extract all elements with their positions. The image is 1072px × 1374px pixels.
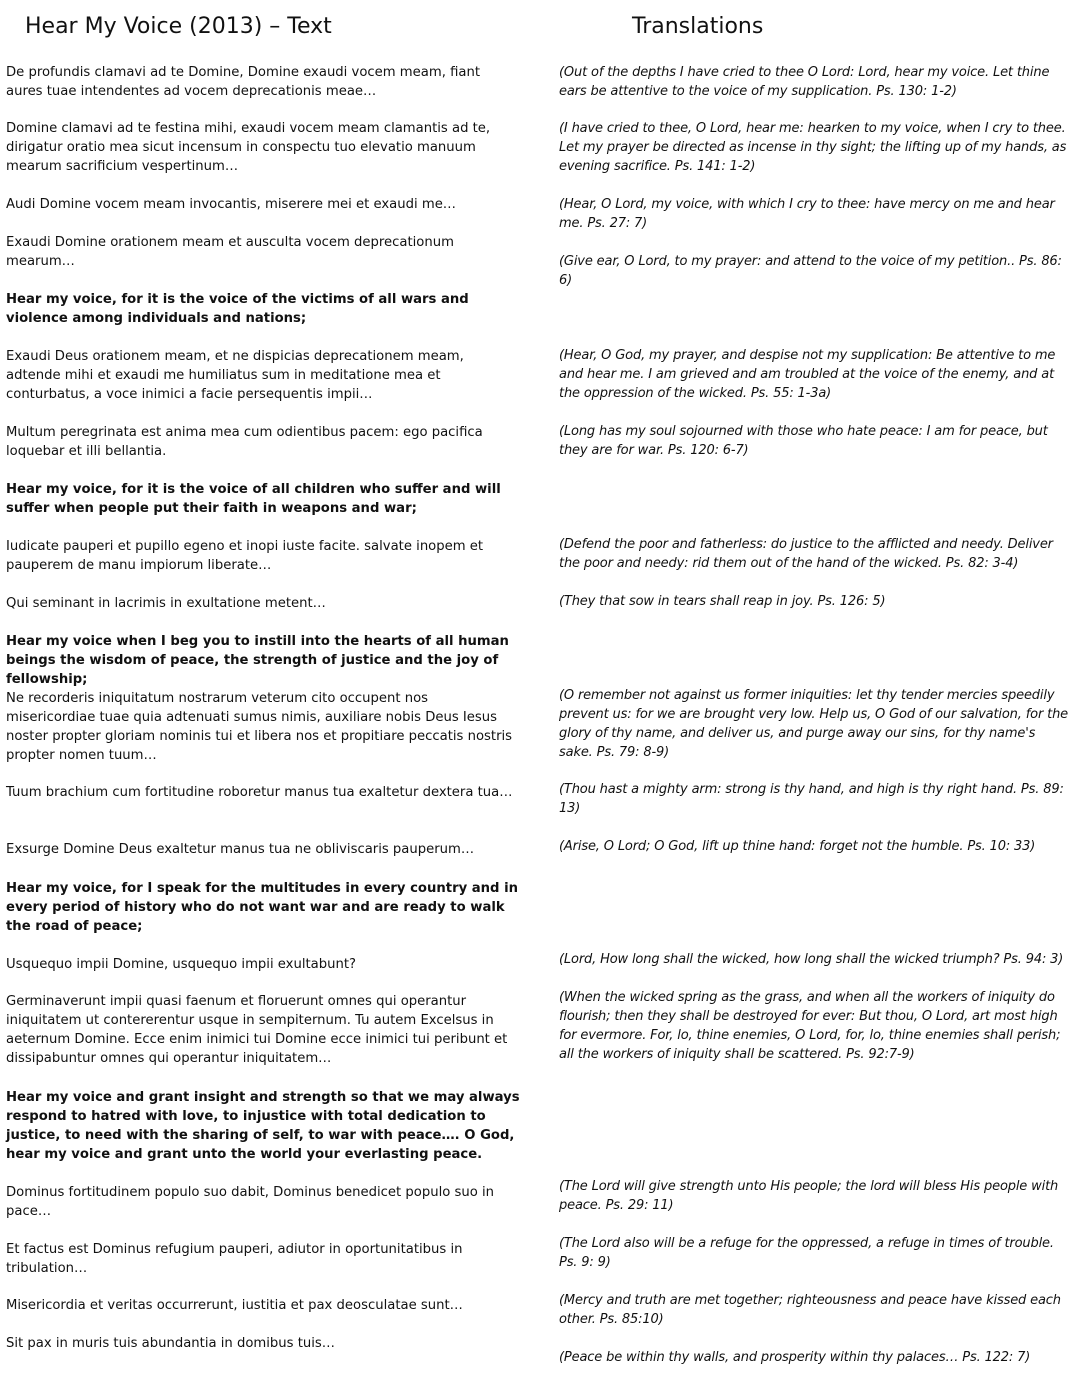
latin-verse: Et factus est Dominus refugium pauperi, adiutor in oportunitatibus in tribulation… xyxy=(6,1242,463,1276)
translation-verse: (Give ear, O Lord, to my prayer: and attend to the voice of my petition.. Ps. 86: 6) xyxy=(559,254,1062,288)
latin-verse: Dominus fortitudinem populo suo dabit, Dominus benedicet populo suo in pace… xyxy=(6,1185,495,1219)
translations-heading: Translations xyxy=(632,14,764,39)
latin-verse: Tuum brachium cum fortitudine roboretur manus tua exaltetur dextera tua… xyxy=(6,785,513,800)
latin-verse: Domine clamavi ad te festina mihi, exaudi vocem meam clamantis ad te, dirigatur oratio mea sicut incensum in conspectu tuo elevatio manuum mearum sacrificium vespertinum… xyxy=(6,121,491,174)
translation-verse: (Long has my soul sojourned with those who hate peace: I am for peace, but they are for war. Ps. 120: 6-7) xyxy=(559,424,1048,458)
bold-invocation: Hear my voice, for it is the voice of all children who suffer and will suffer when people put their faith in weapons and war; xyxy=(6,482,501,516)
bold-invocation: Hear my voice and grant insight and strength so that we may always respond to hatred with love, to injustice with total dedication to justice, to need with the sharing of self, to war with peace…. O God, hear my voice and grant unto the world your everlasting peace. xyxy=(6,1090,520,1162)
latin-verse: Qui seminant in lacrimis in exultatione metent… xyxy=(6,596,326,611)
translation-verse: (Mercy and truth are met together; righteousness and peace have kissed each other. Ps. 85:10) xyxy=(559,1293,1061,1327)
translation-verse: (Hear, O God, my prayer, and despise not my supplication: Be attentive to me and hear me. I am grieved and am troubled at the voice of the enemy, and at the oppression of the wicked. Ps. 55: 1-3a) xyxy=(559,348,1056,401)
latin-verse: Multum peregrinata est anima mea cum odientibus pacem: ego pacifica loquebar et illi bellantia. xyxy=(6,425,483,459)
latin-verse: De profundis clamavi ad te Domine, Domine exaudi vocem meam, fiant aures tuae intendentes ad vocem deprecationis meae… xyxy=(6,65,480,99)
latin-verse: Exaudi Domine orationem meam et ausculta vocem deprecationum mearum… xyxy=(6,235,454,269)
translation-verse: (They that sow in tears shall reap in joy. Ps. 126: 5) xyxy=(559,594,886,609)
bold-invocation: Hear my voice, for I speak for the multitudes in every country and in every period of history who do not want war and are ready to walk the road of peace; xyxy=(6,881,518,934)
latin-verse: Misericordia et veritas occurrerunt, iustitia et pax deosculatae sunt… xyxy=(6,1298,463,1313)
translation-verse: (When the wicked spring as the grass, and when all the workers of iniquity do flourish; then they shall be destroyed for ever: But thou, O Lord, art most high for evermore. For, lo, thine enemies, O Lord, for, lo, thine enemies shall perish; all the workers of iniquity shall be scattered. Ps. 92:7-9) xyxy=(559,990,1061,1062)
latin-verse: Usquequo impii Domine, usquequo impii exultabunt? xyxy=(6,957,357,972)
translation-verse: (Out of the depths I have cried to thee O Lord: Lord, hear my voice. Let thine ears be attentive to the voice of my supplication. Ps. 130: 1-2) xyxy=(559,65,1050,99)
translation-verse: (I have cried to thee, O Lord, hear me: hearken to my voice, when I cry to thee. Let my prayer be directed as incense in thy sight; the lifting up of my hands, as evening sacrifice. Ps. 141: 1-2) xyxy=(559,121,1067,174)
bold-invocation: Hear my voice, for it is the voice of the victims of all wars and violence among individuals and nations; xyxy=(6,292,469,326)
bold-invocation: Hear my voice when I beg you to instill into the hearts of all human beings the wisdom of peace, the strength of justice and the joy of fellowship; xyxy=(6,634,509,687)
translation-verse: (Hear, O Lord, my voice, with which I cry to thee: have mercy on me and hear me. Ps. 27: 7) xyxy=(559,197,1055,231)
translation-verse: (Thou hast a mighty arm: strong is thy hand, and high is thy right hand. Ps. 89: 13) xyxy=(559,782,1064,816)
translation-verse: (Defend the poor and fatherless: do justice to the afflicted and needy. Deliver the poor and needy: rid them out of the hand of the wicked. Ps. 82: 3-4) xyxy=(559,537,1053,571)
latin-verse: Sit pax in muris tuis abundantia in domibus tuis… xyxy=(6,1336,335,1351)
translation-verse: (Arise, O Lord; O God, lift up thine hand: forget not the humble. Ps. 10: 33) xyxy=(559,839,1036,854)
translation-verse: (O remember not against us former iniquities: let thy tender mercies speedily prevent us: for we are brought very low. Help us, O God of our salvation, for the glory of thy name, and deliver us, and purge away our sins, for thy name's sake. Ps. 79: 8-9) xyxy=(559,688,1069,760)
translation-verse: (The Lord will give strength unto His people; the lord will bless His people with peace. Ps. 29: 11) xyxy=(559,1179,1059,1213)
latin-verse: Germinaverunt impii quasi faenum et floruerunt omnes qui operantur iniquitatem ut contererentur usque in sempiternum. Tu autem Excelsus in aeternum Domine. Ecce enim inimici tui Domine ecce inimici tui peribunt et dissipabuntur omnes qui operantur iniquitatem… xyxy=(6,994,508,1066)
latin-verse: Iudicate pauperi et pupillo egeno et inopi iuste facite. salvate inopem et pauperem de manu impiorum liberate… xyxy=(6,539,484,573)
translation-verse: (Peace be within thy walls, and prosperity within thy palaces… Ps. 122: 7) xyxy=(559,1350,1031,1365)
page-title: Hear My Voice (2013) – Text xyxy=(25,14,332,39)
latin-verse: Ne recorderis iniquitatum nostrarum veterum cito occupent nos misericordiae tuae quia adtenuati sumus nimis, auxiliare nobis Deus Iesus noster propter gloriam nominis tui et libera nos et propitiare peccatis nostris propter nomen tuum… xyxy=(6,691,513,763)
translation-verse: (Lord, How long shall the wicked, how long shall the wicked triumph? Ps. 94: 3) xyxy=(559,952,1064,967)
latin-verse: Exaudi Deus orationem meam, et ne dispicias deprecationem meam, adtende mihi et exaudi me humiliatus sum in meditatione mea et conturbatus, a voce inimici a facie persequentis impii… xyxy=(6,349,464,402)
latin-verse: Exsurge Domine Deus exaltetur manus tua ne obliviscaris pauperum… xyxy=(6,842,475,857)
translation-verse: (The Lord also will be a refuge for the oppressed, a refuge in times of trouble. Ps. 9: 9) xyxy=(559,1236,1054,1270)
latin-verse: Audi Domine vocem meam invocantis, miserere mei et exaudi me… xyxy=(6,197,456,212)
